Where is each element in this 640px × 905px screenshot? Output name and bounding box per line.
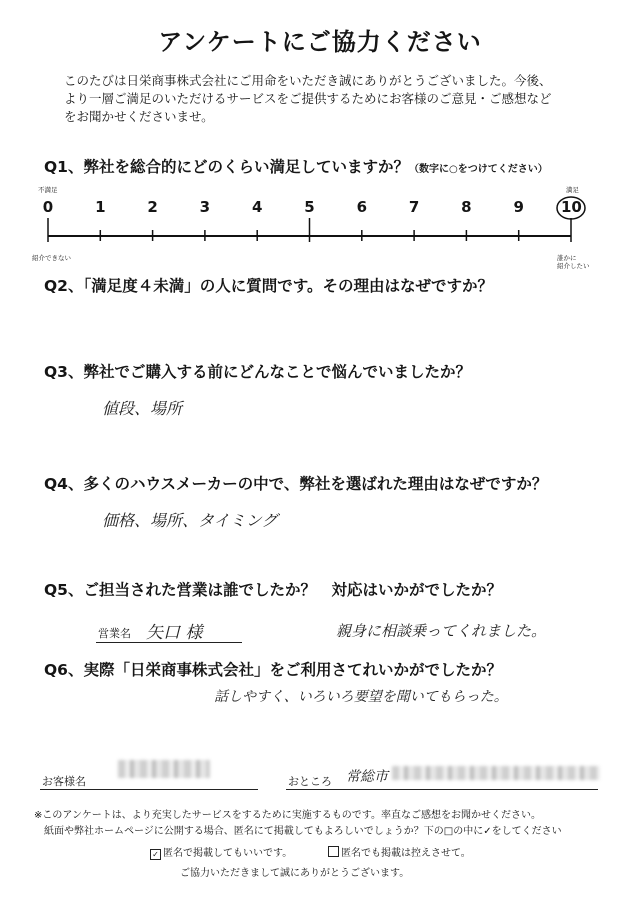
scale-number-2[interactable]: 2 (147, 198, 158, 216)
footer-note-2: 紙面や弊社ホームページに公開する場合、匿名にて掲載してもよろしいでしょうか？下の□の中に✓をしてください (44, 826, 562, 837)
address-underline (286, 789, 598, 790)
scale-number-10[interactable]: 10 (561, 198, 582, 216)
page-title: アンケートにご協力ください (158, 28, 482, 56)
sales-name-label: 営業名 (98, 627, 131, 640)
q6-question: Q6、実際「日栄商事株式会社」をご利用さてれいかがでしたか？ (44, 661, 502, 679)
thanks-text: ご協力いただきまして誠にありがとうございます。 (180, 868, 410, 879)
customer-name-underline (40, 789, 258, 790)
address-value: 常総市 (346, 769, 388, 785)
q1-label: Q1、弊社を総合的にどのくらい満足していますか？ (44, 158, 409, 176)
scale-left-top-label: 不満足 (38, 186, 58, 194)
customer-name-redacted (118, 760, 210, 778)
scale-left-bottom-label: 紹介できない (32, 254, 71, 262)
q5-answer: 親身に相談乗ってくれました。 (336, 622, 547, 640)
q4-question: Q4、多くのハウスメーカーの中で、弊社を選ばれた理由はなぜですか？ (44, 475, 548, 493)
q5-question: Q5、ご担当された営業は誰でしたか？ 対応はいかがでしたか？ (44, 581, 502, 599)
customer-name-label: お客様名 (42, 775, 86, 788)
anonymous-decline-option[interactable] (328, 844, 471, 859)
address-redacted (392, 766, 600, 780)
anonymous-decline-label: 匿名でも掲載は控えさせて。 (341, 848, 471, 859)
anonymous-ok-label: 匿名で掲載してもいいです。 (163, 848, 293, 859)
scale-right-top-label: 満足 (566, 186, 579, 194)
scale-number-7[interactable]: 7 (408, 198, 420, 216)
scale-number-3[interactable]: 3 (199, 198, 211, 216)
scale-number-9[interactable]: 9 (513, 198, 524, 216)
scale-number-1[interactable]: 1 (95, 198, 106, 216)
address-label: おところ (288, 775, 332, 788)
q2-question: Q2、「満足度４未満」の人に質問です。その理由はなぜですか？ (44, 277, 493, 295)
scale-number-0[interactable]: 0 (42, 198, 54, 216)
scale-number-8[interactable]: 8 (461, 198, 472, 216)
selected-score-circle (557, 197, 585, 219)
sales-name-value: 矢口 様 (146, 623, 203, 643)
q1-note: （数字に○をつけてください） (408, 164, 548, 175)
sales-name-underline (96, 642, 242, 643)
scale-right-bottom-label-1: 誰かに (557, 254, 577, 262)
scale-number-5[interactable]: 5 (304, 198, 315, 216)
scale-number-4[interactable]: 4 (251, 198, 263, 216)
anonymous-ok-checkbox[interactable]: ✓ (150, 849, 161, 860)
q3-answer: 値段、場所 (102, 399, 183, 418)
q6-answer: 話しやすく、いろいろ要望を聞いてもらった。 (214, 689, 508, 705)
anonymous-ok-option[interactable] (150, 844, 292, 860)
q4-answer: 価格、場所、タイミング (102, 511, 278, 530)
anonymous-decline-checkbox[interactable] (328, 846, 339, 857)
intro-text: このたびは日栄商事株式会社にご用命をいただき誠にありがとうございました。今後、 より一層ご満足のいただけるサービスをご提供するためにお客様のご意見・ご感想など をお聞かせくださいませ。 (64, 73, 552, 124)
footer-note-1: ※このアンケートは、より充実したサービスをするために実施するものです。率直なご感想をお聞かせください。 (34, 810, 541, 821)
scale-number-6[interactable]: 6 (356, 198, 368, 216)
scale-right-bottom-label-2: 紹介したい (557, 262, 590, 270)
q3-question: Q3、弊社でご購入する前にどんなことで悩んでいましたか？ (44, 363, 471, 381)
